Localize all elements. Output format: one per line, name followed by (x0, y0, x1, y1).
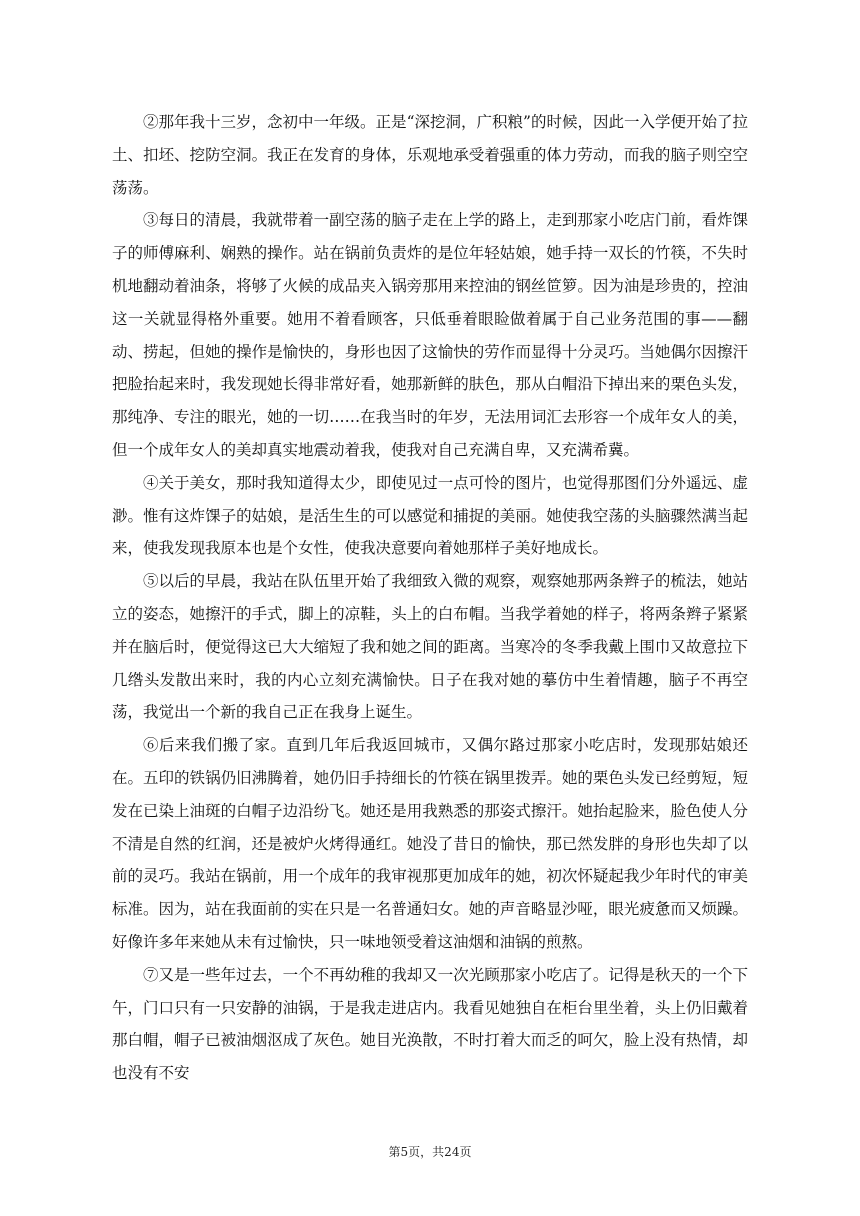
paragraph-6: ⑥后来我们搬了家。直到几年后我返回城市，又偶尔路过那家小吃店时，发现那姑娘还在。五印的铁锅仍旧沸腾着，她仍旧手持细长的竹筷在锅里拨弄。她的栗色头发已经剪短，短发在已染上油斑的白帽子边沿纷飞。她还是用我熟悉的那姿式擦汗。她抬起脸来，脸色使人分不清是自然的红润，还是被炉火烤得通红。她没了昔日的愉快，那已然发胖的身形也失却了以前的灵巧。我站在锅前，用一个成年的我审视那更加成年的她，初次怀疑起我少年时代的审美标准。因为，站在我面前的实在只是一名普通妇女。她的声音略显沙哑，眼光疲惫而又烦躁。好像许多年来她从未有过愉快，只一味地领受着这油烟和油锅的煎熬。 (112, 736, 748, 951)
page-number-footer: 第5页，共24页 (388, 1145, 472, 1159)
article-body (112, 106, 748, 1090)
paragraph-3: ③每日的清晨，我就带着一副空荡的脑子走在上学的路上，走到那家小吃店门前，看炸馃子的师傅麻利、娴熟的操作。站在锅前负责炸的是位年轻姑娘，她手持一双长的竹筷，不失时机地翻动着油条，将够了火候的成品夹入锅旁那用来控油的钢丝笸箩。因为油是珍贵的，控油这一关就显得格外重要。她用不着看顾客，只低垂着眼睑做着属于自己业务范围的事——翻动、捞起，但她的操作是愉快的，身形也因了这愉快的劳作而显得十分灵巧。当她偶尔因擦汗把脸抬起来时，我发现她长得非常好看，她那新鲜的肤色，那从白帽沿下掉出来的栗色头发，那纯净、专注的眼光，她的一切……在我当时的年岁，无法用词汇去形容一个成年女人的美，但一个成年女人的美却真实地震动着我，使我对自己充满自卑，又充满希冀。 (112, 211, 748, 459)
paragraph-7: ⑦又是一些年过去，一个不再幼稚的我却又一次光顾那家小吃店了。记得是秋天的一个下午，门口只有一只安静的油锅，于是我走进店内。我看见她独自在柜台里坐着，头上仍旧戴着那白帽，帽子已被油烟沤成了灰色。她目光涣散，不时打着大而乏的呵欠，脸上没有热情，却也没有不安 (112, 965, 748, 1083)
paragraph-2: ②那年我十三岁，念初中一年级。正是“深挖洞，广积粮”的时候，因此一入学便开始了拉土、扣坯、挖防空洞。我正在发育的身体，乐观地承受着强重的体力劳动，而我的脑子则空空荡荡。 (112, 113, 748, 197)
paragraph-5: ⑤以后的早晨，我站在队伍里开始了我细致入微的观察，观察她那两条辫子的梳法，她站立的姿态，她擦汗的手式，脚上的凉鞋，头上的白布帽。当我学着她的样子，将两条辫子紧紧并在脑后时，便觉得这已大大缩短了我和她之间的距离。当寒冷的冬季我戴上围巾又故意拉下几绺头发散出来时，我的内心立刻充满愉快。日子在我对她的摹仿中生着情趣，脑子不再空荡，我觉出一个新的我自己正在我身上诞生。 (112, 572, 748, 722)
paragraph-4: ④关于美女，那时我知道得太少，即使见过一点可怜的图片，也觉得那图们分外遥远、虚渺。惟有这炸馃子的姑娘，是活生生的可以感觉和捕捉的美丽。她使我空荡的头脑骤然满当起来，使我发现我原本也是个女性，使我决意要向着她那样子美好地成长。 (112, 473, 748, 558)
